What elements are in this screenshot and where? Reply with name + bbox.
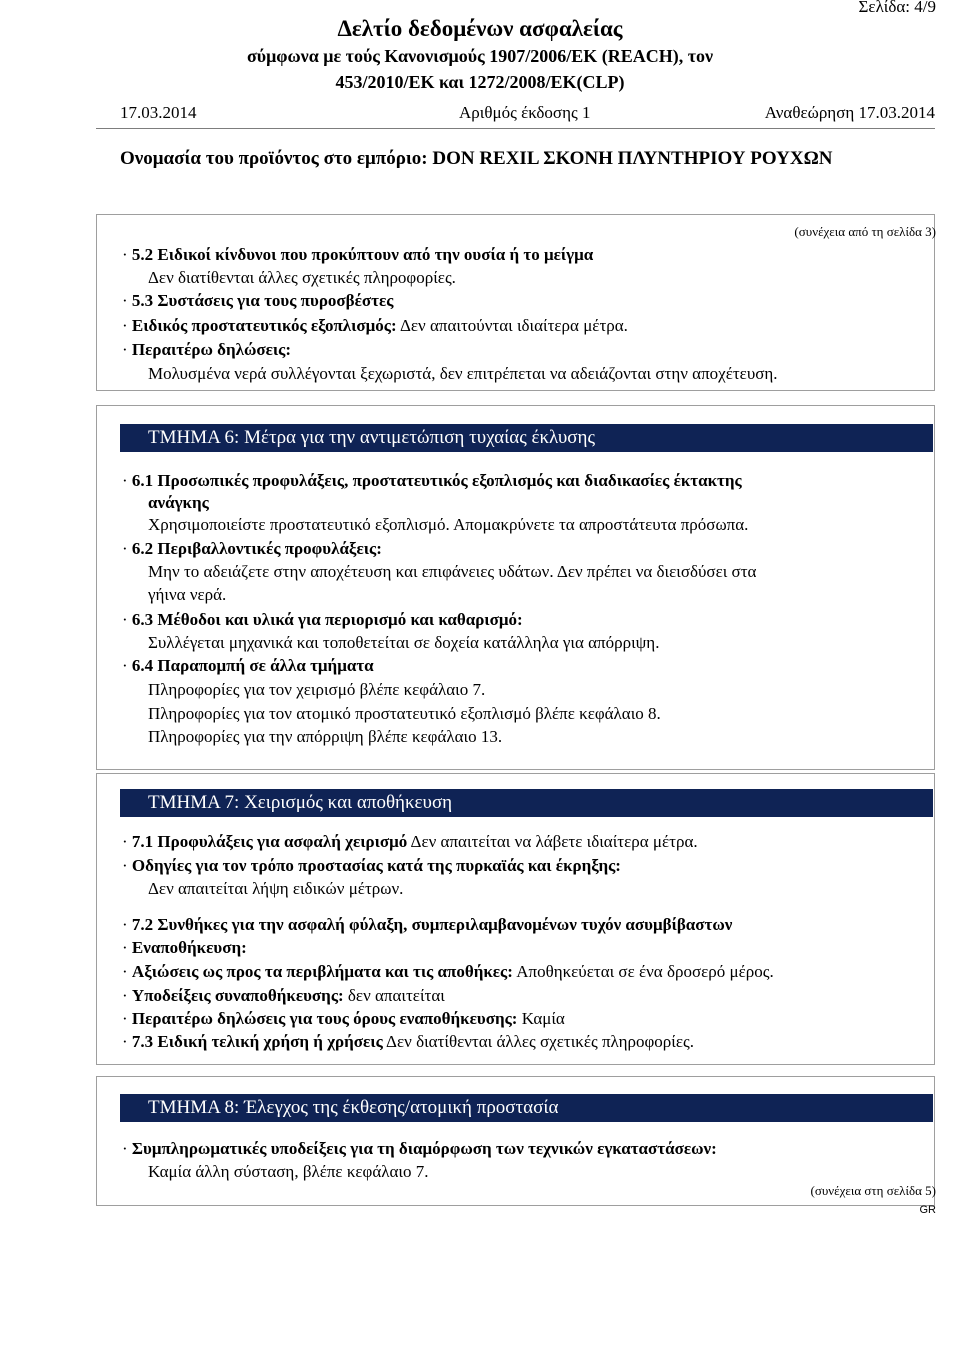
storage-requirements-label: Αξιώσεις ως προς τα περιβλήματα και τις αποθήκες: (131, 962, 513, 981)
bullet: · (122, 471, 128, 490)
fire-protection-line (122, 856, 621, 876)
text-6-4-c: Πληροφορίες για την απόρριψη βλέπε κεφάλαιο 13. (148, 727, 503, 746)
bullet: · (122, 316, 128, 335)
co-storage-label: Υποδείξεις συναποθήκευσης: (131, 986, 344, 1005)
text-7-3: Δεν διατίθενται άλλες σχετικές πληροφορίες. (382, 1032, 694, 1051)
heading-7-2: 7.2 Συνθήκες για την ασφαλή φύλαξη, συμπεριλαμβανομένων τυχόν ασυμβίβαστων (131, 915, 733, 934)
protective-equipment-line (122, 316, 628, 336)
heading-5-2: 5.2 Ειδικοί κίνδυνοι που προκύπτουν από την ουσία ή το μείγμα (131, 245, 594, 264)
version-number: Αριθμός έκδοσης 1 (459, 103, 591, 122)
storage-conditions-label: Περαιτέρω δηλώσεις για τους όρους εναποθήκευσης: (131, 1009, 518, 1028)
section-8-title: ΤΜΗΜΑ 8: Έλεγχος της έκθεσης/ατομική προστασία (120, 1094, 933, 1122)
subsection-7-2 (122, 915, 732, 935)
continued-on-note: (συνέχεια στη σελίδα 5) (810, 1183, 936, 1198)
bullet: · (122, 1139, 128, 1158)
document-title: Δελτίο δεδομένων ασφαλείας (337, 16, 623, 41)
text-5-2: Δεν διατίθενται άλλες σχετικές πληροφορίες. (148, 268, 456, 287)
subsection-7-1 (122, 832, 698, 852)
bullet: · (122, 915, 128, 934)
document-subtitle: σύμφωνα με τούς Κανονισμούς 1907/2006/ΕΚ (REACH), τον (246, 46, 714, 66)
subsection-6-2 (122, 539, 382, 559)
fire-protection-heading: Οδηγίες για τον τρόπο προστασίας κατά της πυρκαϊάς και έκρηξης: (131, 856, 621, 875)
bullet: · (122, 986, 128, 1005)
language-code: GR (919, 1204, 936, 1216)
fire-protection-text: Δεν απαιτείται λήψη ειδικών μέτρων. (148, 879, 404, 898)
section-7-title: ΤΜΗΜΑ 7: Χειρισμός και αποθήκευση (120, 789, 933, 817)
page-number: Σελίδα: 4/9 (858, 0, 936, 16)
bullet: · (122, 938, 128, 957)
bullet: · (122, 1032, 128, 1051)
bullet: · (122, 656, 128, 675)
text-6-3: Συλλέγεται μηχανικά και τοποθετείται σε δοχεία κατάλληλα για απόρριψη. (148, 633, 660, 652)
subsection-6-3 (122, 610, 523, 630)
further-statements-label: Περαιτέρω δηλώσεις: (131, 340, 292, 359)
header-divider (96, 128, 935, 129)
further-statements-line (122, 340, 291, 360)
continued-from-note: (συνέχεια από τη σελίδα 3) (794, 224, 936, 239)
storage-line (122, 938, 247, 958)
heading-5-3: 5.3 Συστάσεις για τους πυροσβέστες (131, 291, 394, 310)
bullet: · (122, 1009, 128, 1028)
further-statements-text: Μολυσμένα νερά συλλέγονται ξεχωριστά, δεν επιτρέπεται να αδειάζονται στην αποχέτευση. (148, 364, 778, 383)
co-storage-line (122, 986, 445, 1006)
storage-heading: Εναποθήκευση: (131, 938, 247, 957)
text-7-1: Δεν απαιτείται να λάβετε ιδιαίτερα μέτρα. (407, 832, 698, 851)
heading-6-3: 6.3 Μέθοδοι και υλικά για περιορισμό και καθαρισμό: (131, 610, 523, 629)
text-6-4-b: Πληροφορίες για τον ατομικό προστατευτικό εξοπλισμό βλέπε κεφάλαιο 8. (148, 704, 661, 723)
technical-facilities-line (122, 1139, 717, 1159)
heading-7-1: 7.1 Προφυλάξεις για ασφαλή χειρισμό (131, 832, 408, 851)
product-name: Ονομασία του προϊόντος στο εμπόριο: DON REXIL ΣΚΟΝΗ ΠΛΥΝΤΗΡΙΟΥ ΡΟΥΧΩΝ (120, 148, 833, 169)
subsection-5-2 (122, 245, 593, 265)
protective-equipment-label: Ειδικός προστατευτικός εξοπλισμός: (131, 316, 397, 335)
heading-6-2: 6.2 Περιβαλλοντικές προφυλάξεις: (131, 539, 382, 558)
heading-6-1-cont: ανάγκης (148, 493, 209, 512)
heading-6-1: 6.1 Προσωπικές προφυλάξεις, προστατευτικός εξοπλισμός και διαδικασίες έκτακτης (131, 471, 742, 490)
revision-date: Αναθεώρηση 17.03.2014 (764, 103, 935, 122)
text-6-1: Χρησιμοποιείστε προστατευτικό εξοπλισμό. Απομακρύνετε τα απροστάτευτα πρόσωπα. (148, 515, 749, 534)
storage-conditions-line (122, 1009, 565, 1029)
heading-7-3: 7.3 Ειδική τελική χρήση ή χρήσεις (131, 1032, 383, 1051)
text-6-4-a: Πληροφορίες για τον χειρισμό βλέπε κεφάλαιο 7. (148, 680, 486, 699)
bullet: · (122, 610, 128, 629)
storage-requirements-line (122, 962, 774, 982)
bullet: · (122, 245, 128, 264)
text-6-2: Μην το αδειάζετε στην αποχέτευση και επιφάνειες υδάτων. Δεν πρέπει να διεισδύσει στα (148, 562, 757, 581)
section-6-title: ΤΜΗΜΑ 6: Μέτρα για την αντιμετώπιση τυχαίας έκλυσης (120, 424, 933, 452)
print-date: 17.03.2014 (120, 103, 197, 122)
bullet: · (122, 962, 128, 981)
bullet: · (122, 340, 128, 359)
storage-conditions-text: Καμία (517, 1009, 565, 1028)
bullet: · (122, 856, 128, 875)
subsection-6-4 (122, 656, 374, 676)
co-storage-text: δεν απαιτείται (343, 986, 445, 1005)
technical-facilities-text: Καμία άλλη σύσταση, βλέπε κεφάλαιο 7. (148, 1162, 429, 1181)
subsection-6-1 (122, 471, 742, 491)
bullet: · (122, 832, 128, 851)
text-6-2-cont: γήινα νερά. (148, 585, 227, 604)
bullet: · (122, 539, 128, 558)
storage-requirements-text: Αποθηκεύεται σε ένα δροσερό μέρος. (512, 962, 774, 981)
heading-6-4: 6.4 Παραπομπή σε άλλα τμήματα (131, 656, 374, 675)
technical-facilities-heading: Συμπληρωματικές υποδείξεις για τη διαμόρφωση των τεχνικών εγκαταστάσεων: (131, 1139, 717, 1158)
subsection-5-3 (122, 291, 393, 311)
subsection-7-3 (122, 1032, 694, 1052)
protective-equipment-text: Δεν απαιτούνται ιδιαίτερα μέτρα. (396, 316, 628, 335)
document-subtitle-2: 453/2010/ΕΚ και 1272/2008/ΕΚ(CLP) (335, 72, 625, 92)
bullet: · (122, 291, 128, 310)
